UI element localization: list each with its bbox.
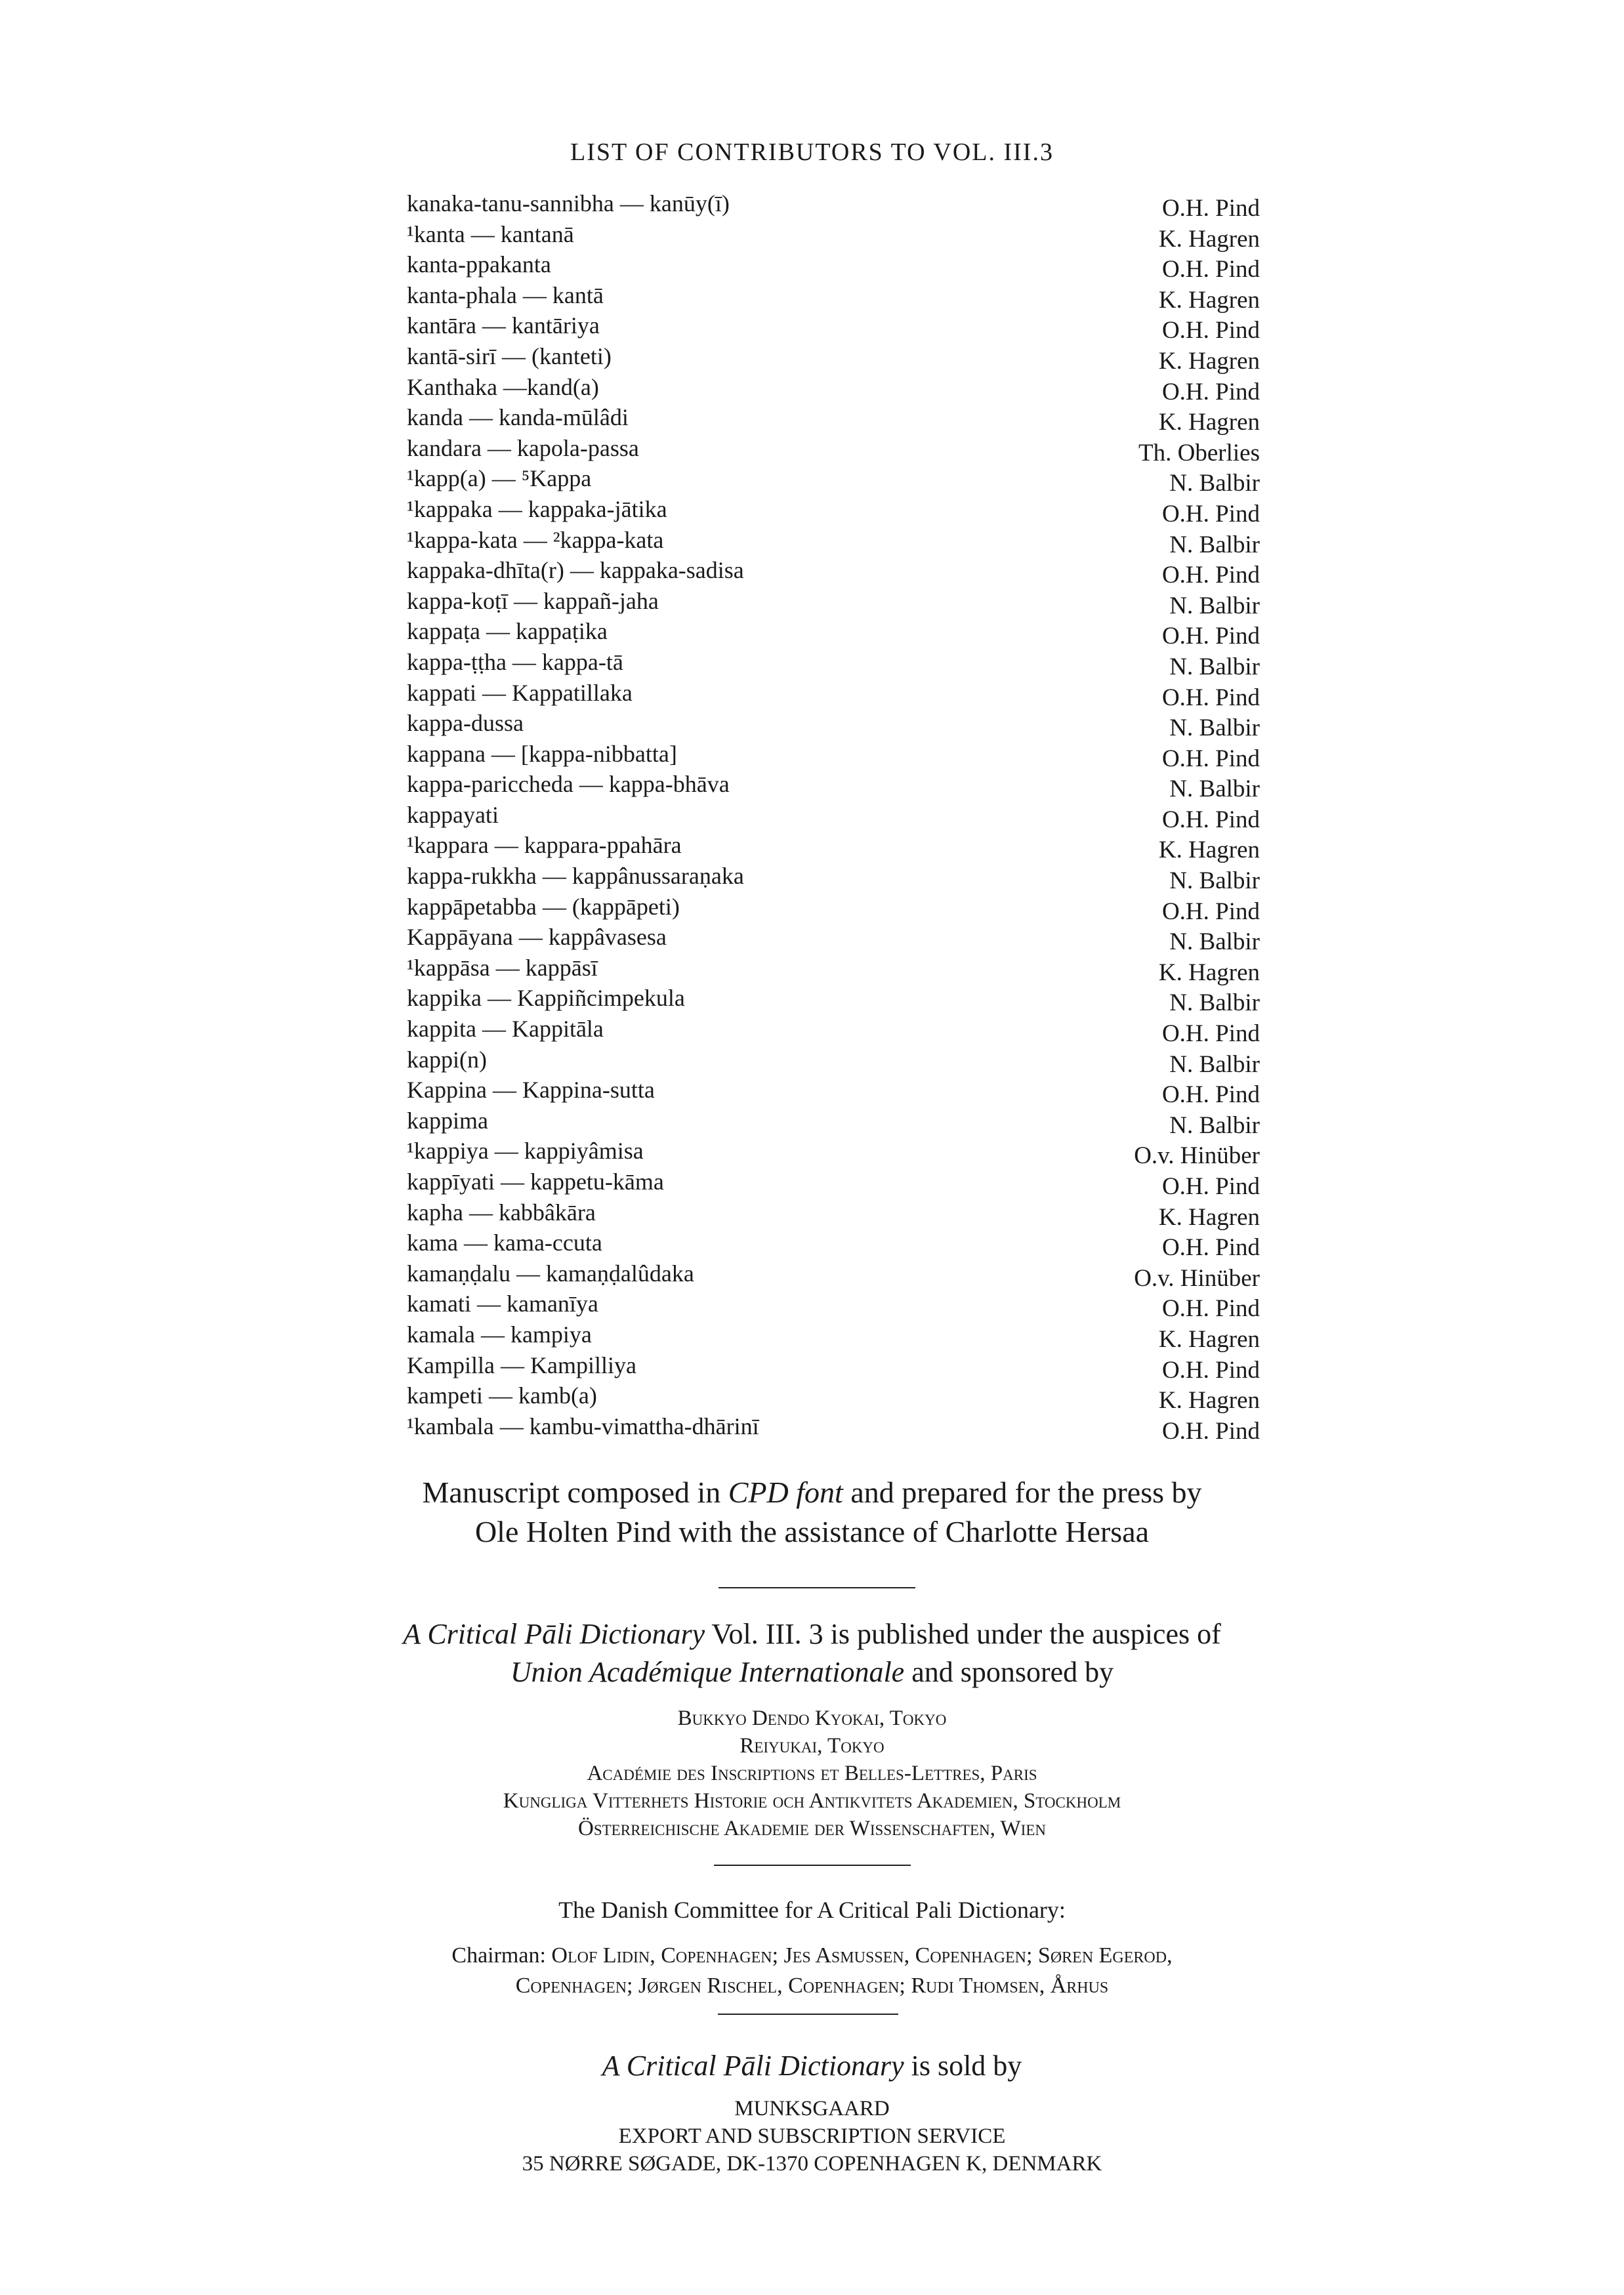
entry-range: kappīyati — kappetu-kāma (407, 1168, 664, 1195)
contributor-row (407, 341, 1260, 375)
contributor-name: N. Balbir (1169, 714, 1260, 742)
contributor-name: N. Balbir (1169, 592, 1260, 619)
committee-heading: The Danish Committee for A Critical Pali Dictionary: (558, 1897, 1066, 1923)
contributor-name: O.H. Pind (1161, 1020, 1260, 1048)
contributor-name: K. Hagren (1158, 837, 1260, 864)
entry-range: Kappina — Kappina-sutta (407, 1077, 655, 1104)
entry-range: kappa-rukkha — kappânussaraṇaka (407, 863, 744, 890)
contributor-name: O.H. Pind (1161, 317, 1260, 344)
contributor-row (407, 892, 1260, 925)
entry-range: kappa-ṭṭha — kappa-tā (407, 648, 623, 675)
contributor-name: O.H. Pind (1161, 256, 1260, 283)
entry-range: kappika — Kappiñcimpekula (407, 985, 685, 1012)
seller-line: MUNKSGAARD (734, 2097, 890, 2120)
contributor-name: O.H. Pind (1161, 1173, 1260, 1200)
published-title: A Critical Pāli Dictionary (403, 1618, 705, 1650)
contributor-row (407, 494, 1260, 525)
contributor-name: O.H. Pind (1161, 1295, 1260, 1323)
contributor-name: O.H. Pind (1161, 1417, 1260, 1445)
composed-line1-pre: Manuscript composed in (422, 1476, 728, 1509)
contributor-name: K. Hagren (1158, 225, 1260, 253)
contributor-name: O.H. Pind (1161, 378, 1260, 405)
composed-line2: Ole Holten Pind with the assistance of Charlotte Hersaa (474, 1515, 1150, 1548)
contributor-row (407, 678, 1260, 709)
contributor-name: O.H. Pind (1161, 1356, 1260, 1384)
sponsor-item: Bukkyo Dendo Kyokai, Tokyo (677, 1706, 947, 1730)
contributor-name: N. Balbir (1169, 470, 1260, 497)
sponsor-item: Académie des Inscriptions et Belles-Lettres, Paris (587, 1762, 1037, 1785)
entry-range: kamati — kamanīya (407, 1291, 598, 1317)
contributor-row (407, 861, 1260, 895)
contributor-name: O.H. Pind (1161, 623, 1260, 650)
page-title: LIST OF CONTRIBUTORS TO VOL. III.3 (570, 138, 1054, 166)
publication-note (0, 1615, 1624, 1691)
entry-range: kantāra — kantāriya (407, 312, 600, 339)
committee-members-line1: Olof Lidin, Copenhagen; Jes Asmussen, Copenhagen; Søren Egerod, (551, 1943, 1173, 1968)
contributor-row (407, 1044, 1260, 1078)
entry-range: kappa-dussa (407, 710, 524, 737)
entry-range: kappaka-dhīta(r) — kappaka-sadisa (407, 557, 744, 584)
entry-range: kappāpetabba — (kappāpeti) (407, 893, 680, 920)
entry-range: kanda — kanda-mūlâdi (407, 404, 629, 431)
contributor-row (407, 1167, 1260, 1200)
contributor-row (407, 616, 1260, 650)
seller-line: 35 NØRRE SØGADE, DK-1370 COPENHAGEN K, DENMARK (522, 2152, 1102, 2176)
entry-range: ¹kappāsa — kappāsī (407, 954, 598, 981)
sold-title: A Critical Pāli Dictionary (602, 2050, 904, 2082)
committee-members (0, 1941, 1624, 2001)
divider-3 (718, 2014, 898, 2015)
contributor-row (407, 1289, 1260, 1323)
contributor-row (407, 525, 1260, 556)
entry-range: ¹kappa-kata — ²kappa-kata (407, 526, 664, 553)
sponsor-item: Reiyukai, Tokyo (739, 1734, 885, 1758)
contributor-name: O.H. Pind (1161, 684, 1260, 711)
contributor-row (407, 1014, 1260, 1048)
entry-range: ¹kambala — kambu-vimattha-dhārinī (407, 1413, 759, 1439)
sold-post: is sold by (904, 2050, 1022, 2082)
contributor-row (407, 249, 1260, 283)
contributor-row (407, 586, 1260, 617)
entry-range: kanta-phala — kantā (407, 281, 604, 308)
contributor-row (407, 1106, 1260, 1139)
entry-range: ¹kapp(a) — ⁵Kappa (407, 465, 592, 492)
entry-range: kappati — Kappatillaka (407, 679, 633, 706)
contributor-row (407, 402, 1260, 436)
entry-range: kappi(n) (407, 1046, 487, 1073)
entry-range: kappa-pariccheda — kappa-bhāva (407, 771, 730, 798)
divider-2 (714, 1865, 911, 1866)
contributor-name: K. Hagren (1158, 347, 1260, 375)
entry-range: kappa-koṭī — kappañ-jaha (407, 587, 659, 614)
contributor-name: O.H. Pind (1161, 898, 1260, 925)
contributor-row (407, 188, 1260, 222)
contributor-name: N. Balbir (1169, 989, 1260, 1017)
entry-range: kappima (407, 1107, 488, 1134)
contributor-row (407, 739, 1260, 770)
entry-range: ¹kappara — kappara-ppahāra (407, 832, 682, 859)
composed-line1-post: and prepared for the press by (843, 1476, 1202, 1509)
contributor-row (407, 1136, 1260, 1170)
contributor-row (407, 1350, 1260, 1384)
chairman-label: Chairman: (451, 1943, 552, 1968)
contributor-row (407, 800, 1260, 831)
contributor-row (407, 280, 1260, 314)
sponsor-item: Österreichische Akademie der Wissenschaften, Wien (578, 1817, 1046, 1840)
contributor-name: O.v. Hinüber (1134, 1142, 1260, 1170)
contributor-name: N. Balbir (1169, 928, 1260, 956)
contributor-row (407, 555, 1260, 589)
sponsor-item: Kungliga Vitterhets Historie och Antikvitets Akademien, Stockholm (503, 1789, 1121, 1813)
contributor-row (407, 1258, 1260, 1292)
contributor-name: N. Balbir (1169, 867, 1260, 895)
contributor-name: O.H. Pind (1161, 500, 1260, 527)
entry-range: kamala — kampiya (407, 1321, 592, 1348)
contributor-name: O.H. Pind (1161, 1234, 1260, 1262)
contributor-row (407, 1411, 1260, 1445)
contributor-row (407, 372, 1260, 403)
contributor-name: N. Balbir (1169, 1050, 1260, 1078)
contributor-row (407, 219, 1260, 253)
entry-range: Kappāyana — kappâvasesa (407, 924, 667, 951)
entry-range: kappayati (407, 801, 499, 828)
entry-range: kappana — [kappa-nibbatta] (407, 740, 677, 767)
entry-range: ¹kappaka — kappaka-jātika (407, 495, 667, 522)
entry-range: kamaṇḍalu — kamaṇḍalûdaka (407, 1260, 694, 1287)
contributor-row (407, 433, 1260, 464)
published-line1-post: Vol. III. 3 is published under the auspices of (705, 1618, 1221, 1650)
contributor-row (407, 1319, 1260, 1353)
entry-range: ¹kanta — kantanā (407, 220, 574, 247)
contributor-name: O.H. Pind (1161, 806, 1260, 833)
contributor-name: O.H. Pind (1161, 562, 1260, 589)
contributor-row (407, 1075, 1260, 1109)
contributor-name: N. Balbir (1169, 653, 1260, 680)
entry-range: ¹kappiya — kappiyâmisa (407, 1138, 644, 1165)
contributor-name: K. Hagren (1158, 1325, 1260, 1353)
contributor-row (407, 922, 1260, 956)
entry-range: kapha — kabbâkāra (407, 1199, 596, 1226)
contributor-name: N. Balbir (1169, 531, 1260, 558)
contributor-row (407, 953, 1260, 986)
contributor-row (407, 1228, 1260, 1262)
contributor-row (407, 830, 1260, 864)
seller-line: EXPORT AND SUBSCRIPTION SERVICE (618, 2124, 1006, 2148)
committee-members-line2: Copenhagen; Jørgen Rischel, Copenhagen; Rudi Thomsen, Århus (515, 1974, 1109, 1998)
contributor-name: N. Balbir (1169, 775, 1260, 803)
composed-font-name: CPD font (728, 1476, 843, 1509)
contributor-name: O.H. Pind (1161, 1081, 1260, 1109)
contributor-name: N. Balbir (1169, 1111, 1260, 1139)
composition-note (0, 1473, 1624, 1552)
contributor-row (407, 769, 1260, 803)
contributor-name: K. Hagren (1158, 409, 1260, 436)
entry-range: kappita — Kappitāla (407, 1016, 604, 1043)
published-union: Union Académique Internationale (510, 1656, 905, 1688)
contributor-name: K. Hagren (1158, 1387, 1260, 1415)
contributor-row (407, 1380, 1260, 1415)
contributor-name: Th. Oberlies (1138, 439, 1260, 466)
divider-1 (718, 1587, 915, 1588)
entry-range: Kampilla — Kampilliya (407, 1352, 636, 1378)
contributor-row (407, 310, 1260, 344)
contributor-row (407, 1197, 1260, 1231)
entry-range: kanaka-tanu-sannibha — kanūy(ī) (407, 190, 730, 217)
published-line2-post: and sponsored by (904, 1656, 1114, 1688)
contributor-name: O.H. Pind (1161, 745, 1260, 772)
contributor-row (407, 647, 1260, 678)
contributor-list (407, 188, 1260, 1445)
entry-range: kama — kama-ccuta (407, 1230, 602, 1256)
contributor-row (407, 983, 1260, 1017)
sales-note (0, 2047, 1624, 2085)
entry-range: kappaṭa — kappaṭika (407, 618, 608, 645)
contributor-name: K. Hagren (1158, 959, 1260, 986)
entry-range: kanta-ppakanta (407, 251, 551, 278)
seller-address (0, 2095, 1624, 2178)
contributor-name: K. Hagren (1158, 286, 1260, 314)
contributor-name: O.v. Hinüber (1134, 1264, 1260, 1292)
contributor-name: O.H. Pind (1161, 195, 1260, 222)
entry-range: Kanthaka —kand(a) (407, 373, 599, 400)
entry-range: kandara — kapola-passa (407, 434, 639, 461)
entry-range: kantā-sirī — (kanteti) (407, 342, 612, 369)
contributor-row (407, 708, 1260, 742)
entry-range: kampeti — kamb(a) (407, 1382, 597, 1409)
sponsor-list (0, 1705, 1624, 1842)
contributor-name: K. Hagren (1158, 1203, 1260, 1231)
contributor-row (407, 463, 1260, 497)
